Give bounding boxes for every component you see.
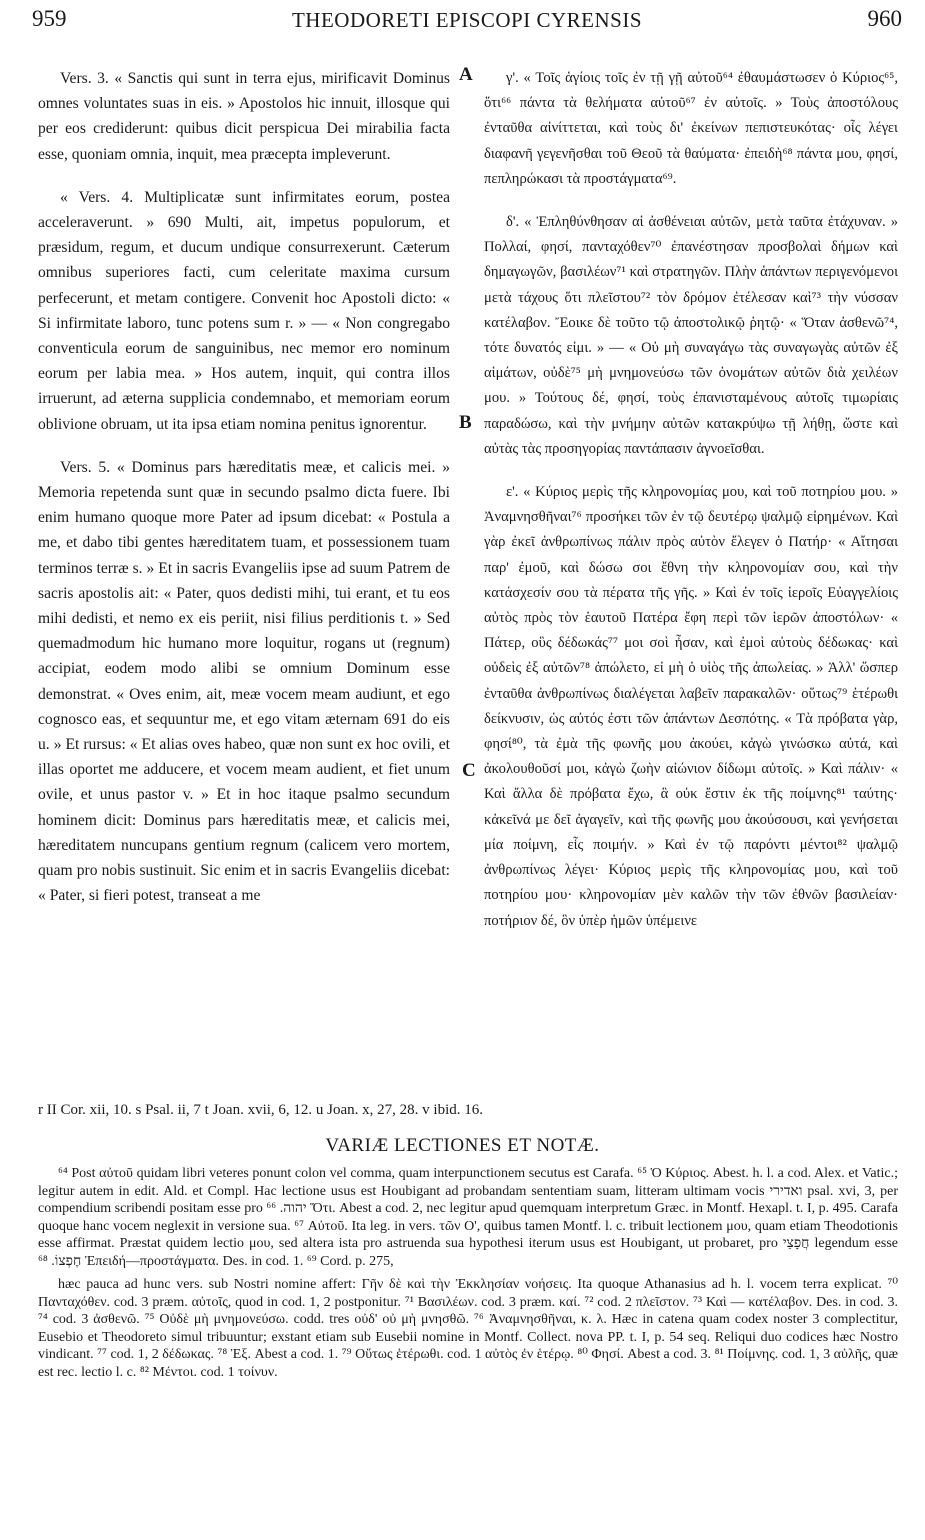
greek-paragraph: γ'. « Τοῖς ἁγίοις τοῖς ἐν τῇ γῇ αὐτοῦ⁶⁴ ἐθαυμάστωσεν ὁ Κύριος⁶⁵, ὅτι⁶⁶ πάντα τὰ θελήματα αὐτοῦ⁶⁷ ἐν αὐτοῖς. » Τοὺς ἀποστόλους ἐνταῦθα αἰνίττεται, καὶ τοὺς δι' ἐκείνων πεπιστευκότας· οἷς λέγει διαφανῆ γεγενῆσθαι τοῦ Θεοῦ τὰ θαύματα· ἐπειδὴ⁶⁸ πάντα μου, φησί, πεπληρώκασι τὰ προστάγματα⁶⁹.: [484, 70, 898, 187]
latin-paragraph: Vers. 3. « Sanctis qui sunt in terra ejus, mirificavit Dominus omnes voluntates suas in eis. » Apostolos hic innuit, illosque qui per eos crediderunt: quibus dicit perspicua Dei mirabilia facta esse, quoniam omnia, inquit, mea præcepta impleverunt.: [38, 70, 450, 163]
greek-column: [484, 66, 898, 1090]
margin-letter-a: A: [459, 64, 473, 85]
greek-paragraph: ε'. « Κύριος μερὶς τῆς κληρονομίας μου, καὶ τοῦ ποτηρίου μου. » Ἀναμνησθῆναι⁷⁶ προσήκει τῶν ἐν τῷ δευτέρῳ ψαλμῷ εἰρημένων. Καὶ γὰρ ἐκεῖ ἀνθρωπίνως πάλιν πρὸς αὐτὸν ἔλεγεν ὁ Πατήρ· « Αἴτησαι παρ' ἐμοῦ, καὶ δώσω σοι ἔθνη τὴν κληρονομίαν σου, καὶ τὴν κατάσχεσίν σου τὰ πέρατα τῆς γῆς. » Καὶ ἐν τοῖς ἱεροῖς Εὐαγγελίοις αὐτὸς πρὸς τὸν ἑαυτοῦ Πατέρα ἔφη περὶ τῶν ἱερῶν ἀποστόλων· « Πάτερ, οὓς δέδωκάς⁷⁷ μοι σοὶ ἦσαν, καὶ ἐμοὶ αὐτοὺς δέδωκας· καὶ οὐδεὶς ἐξ αὐτῶν⁷⁸ ἀπώλετο, εἰ μὴ ὁ υἱὸς τῆς ἀπωλείας. » Ἀλλ' ὥσπερ ἐνταῦθα ἀνθρωπίνως διαλέγεται λαβεῖν παρακαλῶν· οὕτως⁷⁹ ἑτέρωθι δείκνυσιν, ὡς αὐτός ἐστι τῶν ἁπάντων Δεσπότης. « Τὰ πρόβατα γὰρ, φησί⁸⁰, τὰ ἐμὰ τῆς φωνῆς μου ἀκούει, κἀγὼ γινώσκω αὐτά, καὶ ἀκολουθοῦσί μοι, κἀγὼ ζωὴν αἰώνιον δίδωμι αὐτοῖς. » Καὶ πάλιν· « Καὶ ἄλλα δὲ πρόβατα ἔχω, ἃ οὐκ ἔστιν ἐκ τῆς ποίμνης⁸¹ ταύτης· κἀκεῖνά με δεῖ ἀγαγεῖν, καὶ τῆς φωνῆς μου ἀκούσουσι, καὶ γενήσεται μία ποίμνη, εἷς ποιμήν. » Καὶ ἐν τῷ παρόντι μέντοι⁸² ψαλμῷ ἀνθρωπίνως λέγει· Κύριος μερὶς τῆς κληρονομίας μου, καὶ τοῦ ποτηρίου μου· κληρονομίαν μὲν καλῶν τὴν τῶν ἐθνῶν βασιλείαν· ποτήριον δέ, ὃν ὑπὲρ ἡμῶν ὑπέμεινε: [484, 484, 898, 929]
running-title: THEODORETI EPISCOPI CYRENSIS: [291, 8, 643, 32]
running-header: [32, 6, 902, 36]
latin-paragraph: Vers. 5. « Dominus pars hæreditatis meæ, et calicis mei. » Memoria repetenda sunt quæ in secundo psalmo dicta fuere. Ibi enim humano quoque more Pater ad ipsum dicebat: « Postula a me, et dabo tibi gentes hæreditatem tuam, et possessionem tuam terminos terræ s. » Et in sacris Evangeliis ipse ad suum Patrem de sacris apostolis ait: « Pater, quos dedisti mihi, tui erant, et tu eos mihi dedisti, et nemo ex eis periit, nisi filius perditionis t. » Sed quemadmodum hic humano more loquitur, rogans ut (regnum) accipiat, eodem modo alibi se omnium Dominum esse demonstrat. « Oves enim, ait, meæ vocem meam audiunt, et ego cognosco eas, et sequuntur me, et ego vitam æternam 691 do eis u. » Et rursus: « Et alias oves habeo, quæ non sunt ex hoc ovili, et illas oportet me adducere, et vocem meam audient, et fiet unum ovile, et unus pastor v. » Et in hoc itaque psalmo secundum hominem dicit: Dominus pars hæreditatis meæ, et calicis mei, hæreditatem nuncupans gentium regnum (calicem vero mortem, quam pro nobis sustinuit. Sic enim et in sacris Evangeliis dicebat: « Pater, si fieri potest, transeat a me: [38, 458, 450, 905]
page-number-left: 959: [32, 6, 67, 31]
page-number-right: 960: [867, 6, 902, 31]
notes-block: [38, 1165, 898, 1520]
notes-title: VARIÆ LECTIONES ET NOTÆ.: [325, 1135, 600, 1156]
margin-letter-b: B: [459, 412, 472, 433]
latin-paragraph: « Vers. 4. Multiplicatæ sunt infirmitates eorum, postea acceleraverunt. » 690 Multi, ait, impetus populorum, et præsidum, regum, et ducum undique consurrexerunt. Cæterum omnibus superiores facti, cum celeritate maxima cursum perfecerunt, et metam contigere. Convenit hoc Apostoli dicto: « Si infirmitate laboro, tunc potens sum r. » — « Non congregabo conventicula eorum de sanguinibus, nec memor ero nominum eorum per labia mea. » Hos autem, inquit, qui contra illos irruerunt, ad æterna supplicia condemnabo, et memoriam eorum oblivione obruam, ut ita ipsa etiam nomina penitus ignorentur.: [38, 188, 450, 433]
scripture-references: r II Cor. xii, 10. s Psal. ii, 7 t Joan. xvii, 6, 12. u Joan. x, 27, 28. v ibid. 16.: [38, 1102, 483, 1118]
greek-paragraph: δ'. « Ἐπληθύνθησαν αἱ ἀσθένειαι αὐτῶν, μετὰ ταῦτα ἐτάχυναν. » Πολλαί, φησί, πανταχόθεν⁷⁰ ἐπανέστησαν προσβολαὶ δήμων καὶ δημαγωγῶν, βασιλέων⁷¹ καὶ στρατηγῶν. Πλὴν ἁπάντων περιγενόμενοι μετὰ τάχους ὅτι πλεῖστου⁷² τὸν δρόμον ἐτέλεσαν καὶ⁷³ τὴν νύσσαν κατέλαβον. Ἔοικε δὲ τοῦτο τῷ ἀποστολικῷ ῥητῷ· « Ὅταν ἀσθενῶ⁷⁴, τότε δυνατός εἰμι. » — « Οὐ μὴ συναγάγω τὰς συναγωγὰς αὐτῶν ἐξ αἱμάτων, οὐδὲ⁷⁵ μὴ μνημονεύσω τῶν ὀνομάτων αὐτῶν διὰ χειλέων μου. » Τούτους δέ, φησί, τοὺς ἐπανισταμένους αὐτοῖς τιμωρίαις παραδώσω, καὶ τὴν μνήμην αὐτῶν κατακρύψω τῇ λήθῃ, ὥστε καὶ αὐτὰς τὰς προσηγορίας παντάπασιν ἀγνοεῖσθαι.: [484, 214, 898, 457]
note-paragraph: ⁶⁴ Post αὐτοῦ quidam libri veteres ponunt colon vel comma, quam interpunctionem secutus est Carafa. ⁶⁵ Ὁ Κύριος. Abest. h. l. a cod. Alex. et Vatic.; legitur autem in edit. Ald. et Compl. Hac lectione usus est Houbigant ad probandam sententiam suam, litteram ultimam vocis ואדירי psal. xvi, 3, per compendium scribendi positam esse pro יהוה. ⁶⁶ Ὅτι. Abest a cod. 2, nec legitur apud quemquam interpretum Græc. in Montf. Hexapl. t. I, p. 495. Carafa quoque hanc vocem neglexit in versione sua. ⁶⁷ Αὐτοῦ. Ita leg. in vers. τῶν Ο', quibus tamen Montf. l. c. tribuit lectionem μου, quam etiam Theodotionis esse affirmat. Præstat quidem lectio μου, sed altera ista pro astruenda sua hypothesi iterum usus est Houbigant, ut probaret, pro חֲפָצַי legendum esse חֶפְצוֹ. ⁶⁸ Ἐπειδή—προστάγματα. Des. in cod. 1. ⁶⁹ Cord. p. 275,: [38, 1166, 898, 1269]
margin-letter-c: C: [462, 760, 476, 781]
latin-column: [38, 66, 450, 1090]
note-paragraph: hæc pauca ad hunc vers. sub Nostri nomine affert: Γῆν δὲ καὶ τὴν Ἐκκλησίαν νοήσεις. Ita quoque Athanasius ad h. l. vocem terra explicat. ⁷⁰ Πανταχόθεν. cod. 3 præm. αὐτοῖς, quod in cod. 1, 2 postponitur. ⁷¹ Βασιλέων. cod. 3 præm. καί. ⁷² cod. 2 πλεῖστον. ⁷³ Καὶ — κατέλαβον. Des. in cod. 3. ⁷⁴ cod. 3 ἀσθενῶ. ⁷⁵ Οὐδὲ μὴ μνημονεύσω. codd. tres οὐδ' οὐ μὴ μνησθῶ. ⁷⁶ Ἀναμνησθῆναι, κ. λ. Hæc in catena quam codex noster 3 complectitur, Eusebio et Theodoreto simul tribuuntur; exstant etiam sub Eusebii nomine in Montf. Collect. nova PP. t. I, p. 54 seq. Reliqui duo codices hæc Nostro vindicant. ⁷⁷ cod. 1, 2 δέδωκας. ⁷⁸ Ἐξ. Abest a cod. 1. ⁷⁹ Οὕτως ἑτέρωθι. cod. 1 αὐτὸς ἐν ἑτέρῳ. ⁸⁰ Φησί. Abest a cod. 3. ⁸¹ Ποίμνης. cod. 1, 3 αὐλῆς, quæ est rec. lectio l. c. ⁸² Μέντοι. cod. 1 τοίνυν.: [38, 1277, 898, 1380]
